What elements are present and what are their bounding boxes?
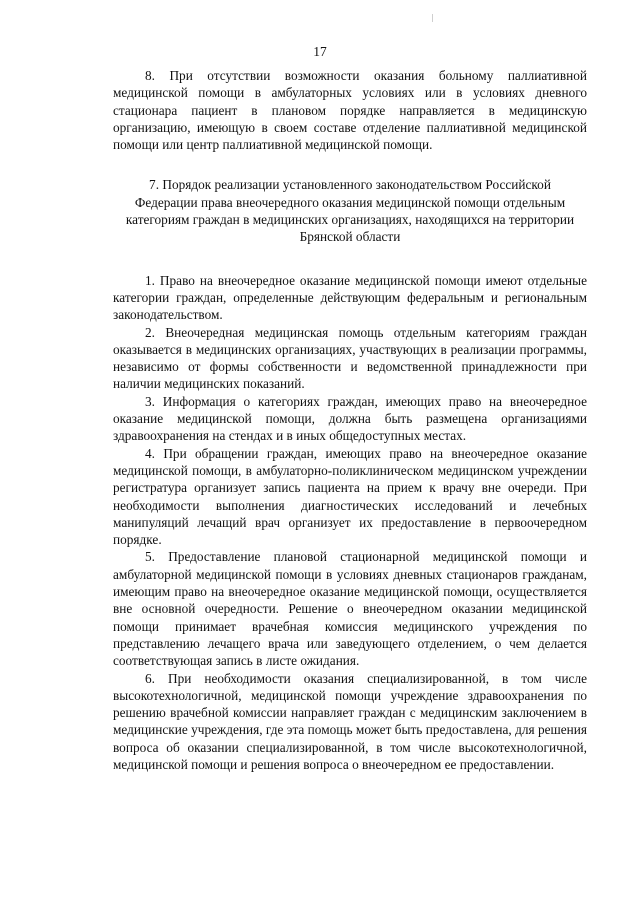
page-number: 17 — [313, 44, 327, 59]
section-heading: 7. Порядок реализации установленного законодательством Российской Федерации права внеочередного оказания медицинской помощи отдельным категориям граждан в медицинских организациях, находящихся на территории Брянской области — [125, 177, 575, 245]
section-paragraph-1: 1. Право на внеочередное оказание медицинской помощи имеют отдельные категории граждан, определенные действующим федеральным и региональным законодательством. — [113, 272, 587, 323]
page-content — [113, 67, 587, 773]
section-paragraph-3: 3. Информация о категориях граждан, имеющих право на внеочередное оказание медицинской помощи, должна быть размещена организациями здравоохранения на стендах и в иных общедоступных местах. — [113, 393, 587, 444]
section-paragraph-2: 2. Внеочередная медицинская помощь отдельным категориям граждан оказывается в медицинских организациях, участвующих в реализации программы, независимо от формы собственности и ведомственной принадлежности при наличии медицинских показаний. — [113, 324, 587, 392]
intro-paragraph: 8. При отсутствии возможности оказания больному паллиативной медицинской помощи в амбулаторных условиях или в условиях дневного стационара пациент в плановом порядке направляется в медицинскую организацию, имеющую в своем составе отделение паллиативной медицинской помощи или центр паллиативной медицинской помощи. — [113, 68, 587, 153]
section-paragraph-4: 4. При обращении граждан, имеющих право на внеочередное оказание медицинской помощи, в амбулаторно-поликлиническом медицинском учреждении регистратура организует запись пациента на прием к врачу вне очереди. При необходимости выполнения диагностических исследований и лечебных манипуляций лечащий врач организует их предоставление в первоочередном порядке. — [113, 445, 587, 548]
scan-artifact — [432, 14, 433, 22]
section-paragraph-6: 6. При необходимости оказания специализированной, в том числе высокотехнологичной, медицинской помощи учреждение здравоохранения по решению врачебной комиссии направляет граждан с медицинским заключением в медицинские учреждения, где эта помощь может быть предоставлена, для решения вопроса об оказании специализированной, в том числе высокотехнологичной, медицинской помощи и решения вопроса о внеочередном ее предоставлении. — [113, 670, 587, 772]
section-paragraph-5: 5. Предоставление плановой стационарной медицинской помощи и амбулаторной медицинской помощи в условиях дневных стационаров гражданам, имеющим право на внеочередное оказание медицинской помощи, осуществляется вне основной очередности. Решение о внеочередном оказании медицинской помощи принимает врачебная комиссия медицинского учреждения по представлению лечащего врача или заведующего отделением, о чем делается соответствующая запись в листе ожидания. — [113, 549, 587, 669]
